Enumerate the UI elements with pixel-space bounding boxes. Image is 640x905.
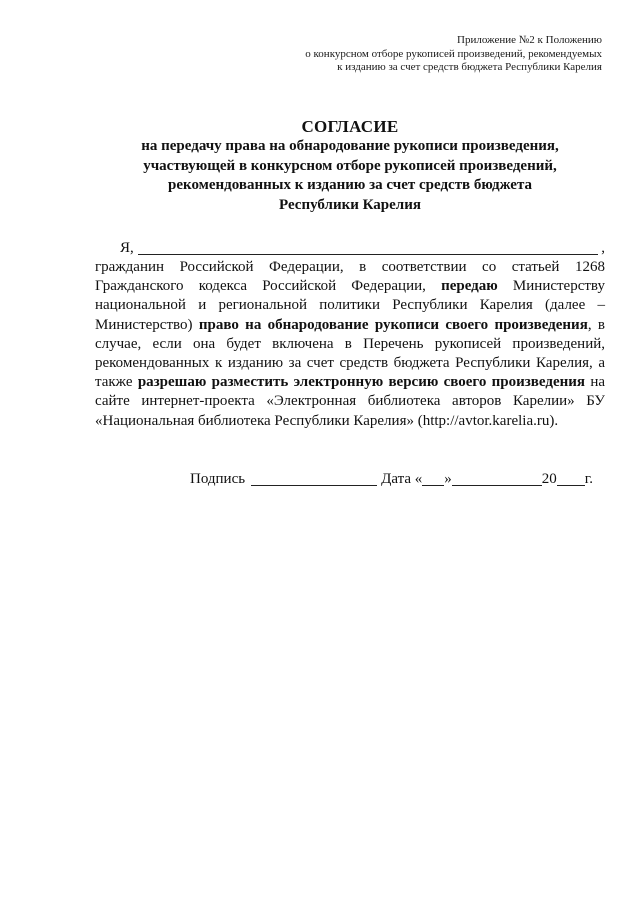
lead-comma: , xyxy=(601,239,605,256)
lead-pronoun: Я, xyxy=(120,239,134,256)
date-label: Дата « xyxy=(381,471,423,487)
name-blank-field[interactable] xyxy=(138,240,598,255)
year-prefix: 20 xyxy=(541,471,557,487)
date-quote-close: » xyxy=(444,471,452,487)
signature-label: Подпись xyxy=(190,471,246,487)
day-blank-field[interactable] xyxy=(422,471,444,486)
signature-row xyxy=(190,470,605,489)
paragraph-part-4: на сайте интернет-проекта «Электронная библиотека авторов Карелии» БУ «Национальная библиотека Республики Карелия» (http://avtor.karelia.ru). xyxy=(95,374,605,429)
year-blank-field[interactable] xyxy=(557,471,585,486)
appendix-line-2: о конкурсном отборе рукописей произведений, рекомендуемых xyxy=(305,47,602,60)
consent-body xyxy=(95,239,605,431)
bold-permission: разрешаю разместить электронную версию своего произведения xyxy=(137,374,586,391)
heading-line-3: рекомендованных к изданию за счет средств бюджета xyxy=(168,177,532,193)
paragraph-part-3: , в случае, если она будет включена в Перечень рукописей произведений, рекомендованных к изданию за счет средств бюджета Республики Карелия, а также xyxy=(95,316,605,391)
heading-line-4: Республики Карелия xyxy=(279,196,421,213)
bold-transfer: передаю xyxy=(441,278,498,295)
appendix-line-3: к изданию за счет средств бюджета Республики Карелия xyxy=(337,61,602,73)
heading-line-2: участвующей в конкурсном отборе рукописей произведений, xyxy=(143,157,557,174)
bold-right-to-publish: право на обнародование рукописи своего произведения xyxy=(198,316,588,333)
appendix-note xyxy=(272,34,602,75)
month-blank-field[interactable] xyxy=(452,471,542,486)
name-line xyxy=(95,239,605,258)
document-heading xyxy=(95,116,605,215)
document-title: СОГЛАСИЕ xyxy=(301,117,399,136)
consent-paragraph xyxy=(95,258,605,431)
appendix-line-1: Приложение №2 к Положению xyxy=(457,34,602,46)
paragraph-part-1: гражданин Российской Федерации, в соответствии со статьей 1268 Гражданского кодекса Российской Федерации, xyxy=(95,259,605,295)
year-suffix: г. xyxy=(584,471,593,487)
heading-line-1: на передачу права на обнародование рукописи произведения, xyxy=(141,138,559,154)
paragraph-part-2: Министерству национальной и региональной политики Республики Карелия (далее – Министерство) xyxy=(95,278,605,333)
signature-blank-field[interactable] xyxy=(251,471,377,486)
